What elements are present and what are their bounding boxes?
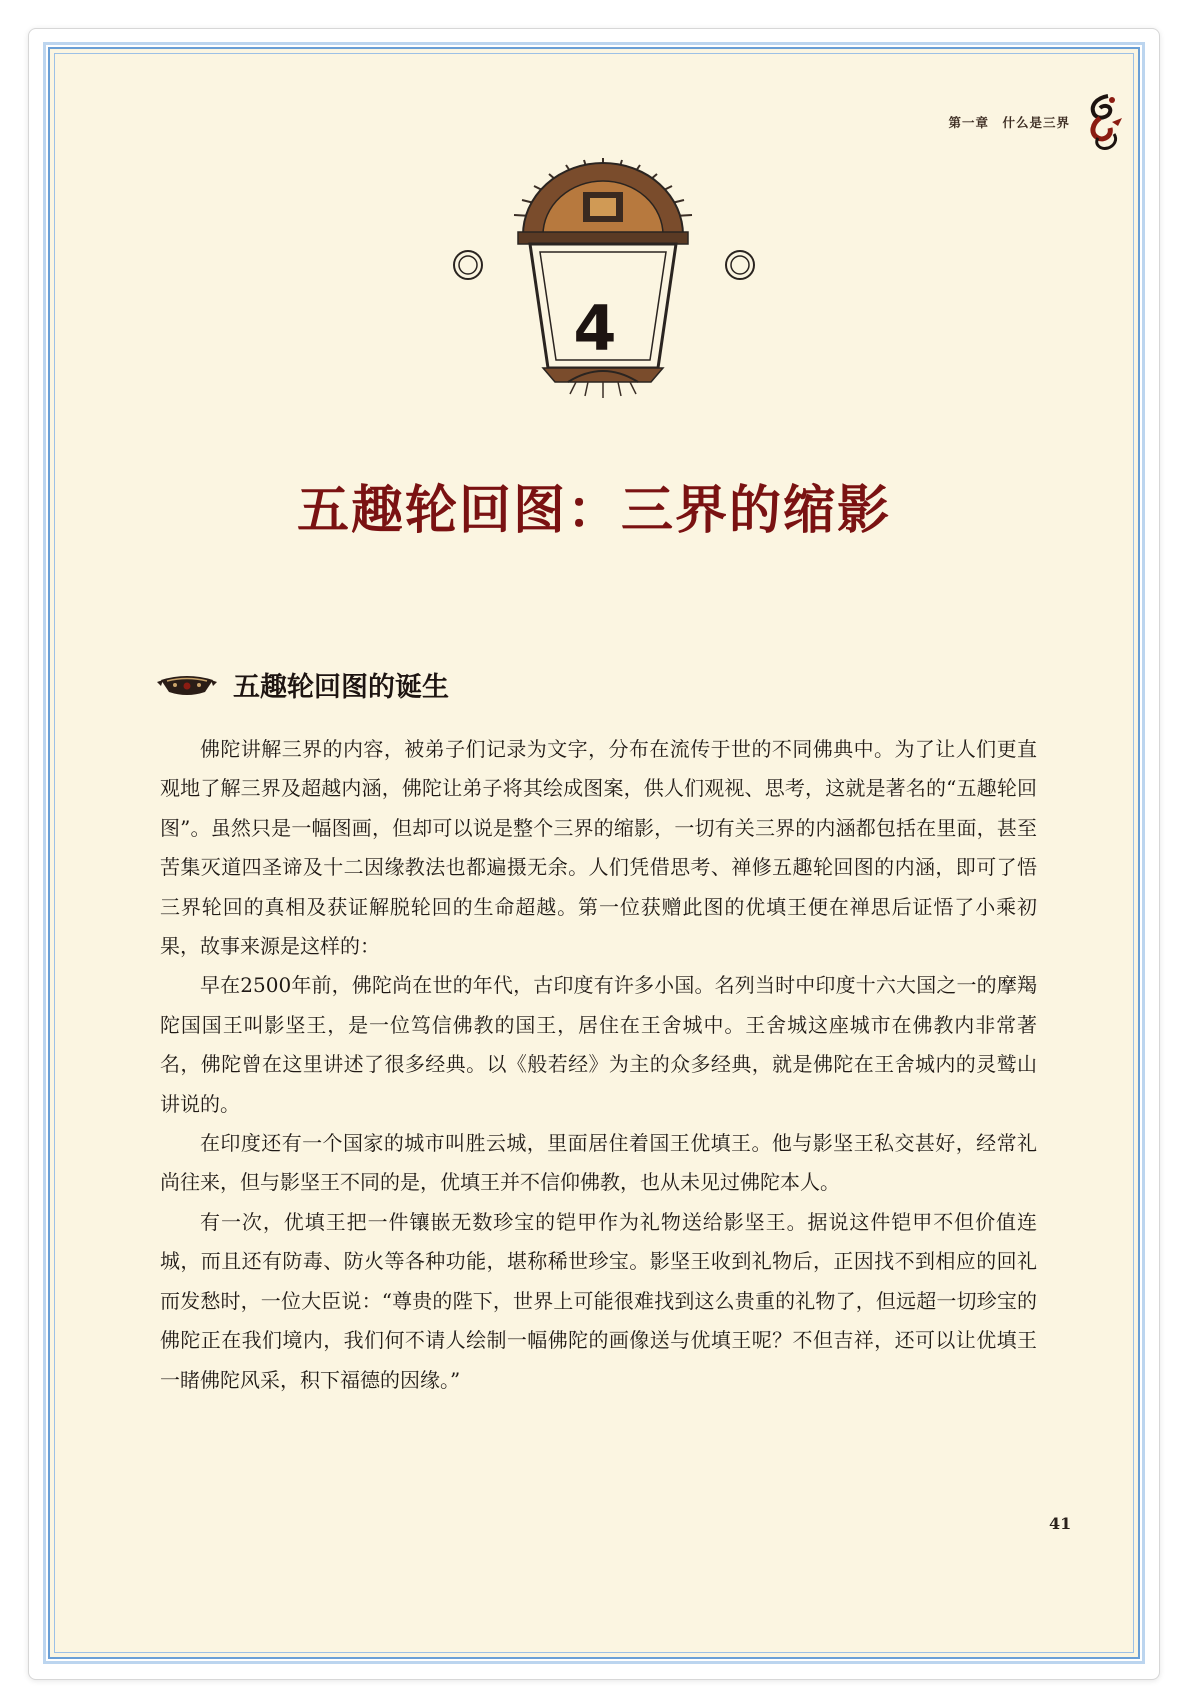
running-header [948,92,1126,152]
chapter-title: 五趣轮回图：三界的缩影 [296,481,891,541]
paragraph: 早在2500年前，佛陀尚在世的年代，古印度有许多小国。名列当时中印度十六大国之一的摩羯陀国国王叫影坚王，是一位笃信佛教的国王，居住在王舍城中。王舍城这座城市在佛教内非常著名，佛陀曾在这里讲述了很多经典。以《般若经》为主的众多经典，就是佛陀在王舍城内的灵鹫山讲说的。 [160,973,1037,1116]
chapter-number: 4 [573,292,617,365]
page-number: 41 [1049,1514,1072,1533]
chapter-label: 第一章 什么是三界 [948,115,1070,130]
section-heading [157,665,449,704]
dragon-ornament-icon [1078,92,1126,152]
body-text [160,730,1037,1400]
paragraph: 有一次，优填王把一件镶嵌无数珍宝的铠甲作为礼物送给影坚王。据说这件铠甲不但价值连城，而且还有防毒、防火等各种功能，堪称稀世珍宝。影坚王收到礼物后，正因找不到相应的回礼而发愁时，一位大臣说：“尊贵的陛下，世界上可能很难找到这么贵重的礼物了，但远超一切珍宝的佛陀正在我们境内，我们何不请人绘制一幅佛陀的画像送与优填王呢？不但吉祥，还可以让优填王一睹佛陀风采，积下福德的因缘。” [160,1209,1037,1392]
section-title: 五趣轮回图的诞生 [233,672,449,703]
paragraph: 佛陀讲解三界的内容，被弟子们记录为文字，分布在流传于世的不同佛典中。为了让人们更直观地了解三界及超越内涵，佛陀让弟子将其绘成图案，供人们观视、思考，这就是著名的“五趣轮回图”。虽然只是一幅图画，但却可以说是整个三界的缩影，一切有关三界的内涵都包括在里面，甚至苦集灭道四圣谛及十二因缘教法也都遍摄无余。人们凭借思考、禅修五趣轮回图的内涵，即可了悟三界轮回的真相及获证解脱轮回的生命超越。第一位获赠此图的优填王便在禅思后证悟了小乘初果，故事来源是这样的： [160,737,1037,959]
ornamental-bowl-icon [157,672,217,698]
paragraph: 在印度还有一个国家的城市叫胜云城，里面居住着国王优填王。他与影坚王私交甚好，经常礼尚往来，但与影坚王不同的是，优填王并不信仰佛教，也从未见过佛陀本人。 [160,1131,1037,1195]
